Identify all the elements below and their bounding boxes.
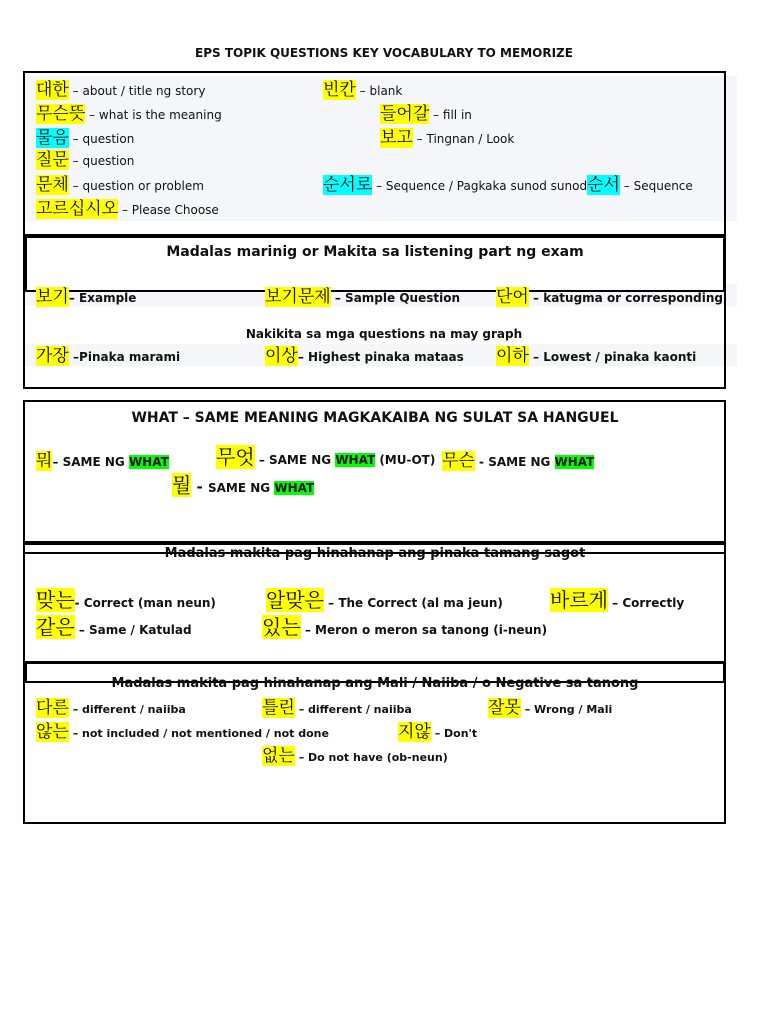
- definition: (MU-OT): [375, 453, 436, 467]
- korean-term: 순서: [587, 175, 620, 195]
- definition: SAME NG: [208, 481, 275, 495]
- definition: – question or problem: [68, 179, 204, 193]
- korean-term: 질문: [36, 150, 69, 170]
- vocab-row: [36, 346, 180, 366]
- korean-term: 보기: [36, 287, 69, 307]
- definition: - SAME NG: [474, 455, 555, 469]
- definition: – Highest pinaka mataas: [297, 350, 464, 364]
- vocab-row: [172, 474, 314, 496]
- korean-term: 단어: [496, 287, 529, 307]
- vocab-row: [36, 104, 222, 124]
- korean-term: 틀린: [262, 698, 295, 718]
- vocab-row: [262, 698, 412, 718]
- korean-term: 가장: [36, 346, 69, 366]
- korean-term: 다른: [36, 698, 69, 718]
- korean-term: 무슨: [442, 451, 475, 471]
- korean-term: 맞는: [36, 588, 75, 612]
- definition: – Wrong / Mali: [520, 703, 613, 716]
- definition: – Don't: [430, 727, 478, 740]
- vocab-row: [265, 287, 460, 307]
- korean-term: 이상: [265, 346, 298, 366]
- vocab-row: [380, 128, 514, 148]
- vocab-row: [323, 80, 402, 100]
- page-title: EPS TOPIK QUESTIONS KEY VOCABULARY TO MEMORIZE: [195, 46, 573, 60]
- vocab-row: [496, 346, 696, 366]
- definition: – blank: [355, 84, 403, 98]
- korean-term: 이하: [496, 346, 529, 366]
- definition: – SAME NG: [254, 453, 336, 467]
- korean-term: 물음: [36, 128, 69, 148]
- korean-term: 들어갈: [380, 104, 430, 124]
- korean-term: 순서로: [323, 175, 373, 195]
- section4-divider: [23, 552, 726, 554]
- what-highlight: WHAT: [335, 453, 376, 467]
- vocab-row: [36, 287, 136, 307]
- korean-term: 문체: [36, 175, 69, 195]
- definition: – Do not have (ob-neun): [294, 751, 448, 764]
- korean-term: 무엇: [216, 445, 255, 469]
- definition: – Please Choose: [118, 203, 219, 217]
- definition: – Example: [68, 291, 137, 305]
- definition: – Lowest / pinaka kaonti: [528, 350, 697, 364]
- definition: – fill in: [429, 108, 472, 122]
- korean-term: 보고: [380, 128, 413, 148]
- vocab-row: [265, 346, 464, 366]
- korean-term: 지않: [398, 722, 431, 742]
- korean-term: 잘못: [488, 698, 521, 718]
- vocab-row: [36, 199, 219, 219]
- definition: – The Correct (al ma jeun): [323, 596, 503, 610]
- definition: – Sequence: [619, 179, 693, 193]
- vocab-row: [266, 589, 503, 611]
- korean-term: 바르게: [550, 588, 608, 612]
- korean-term: 있는: [262, 615, 301, 639]
- definition: – SAME NG: [52, 455, 129, 469]
- vocab-row: [550, 589, 684, 611]
- definition: – Sequence / Pagkaka sunod sunod: [372, 179, 588, 193]
- definition: – katugma or corresponding: [528, 291, 723, 305]
- definition: – question: [68, 154, 135, 168]
- korean-term: 뭐: [36, 451, 53, 471]
- korean-term: 빈칸: [323, 80, 356, 100]
- korean-term: 고르십시오: [36, 199, 119, 219]
- definition: – Sample Question: [330, 291, 460, 305]
- vocab-row: [488, 698, 612, 718]
- korean-term: 같은: [36, 615, 75, 639]
- definition: – different / naiiba: [68, 703, 186, 716]
- korean-term: 대한: [36, 80, 69, 100]
- vocab-row: [380, 104, 472, 124]
- vocab-row: [36, 698, 186, 718]
- what-highlight: WHAT: [554, 455, 595, 469]
- korean-term: 없는: [262, 746, 295, 766]
- what-highlight: WHAT: [274, 481, 315, 495]
- vocab-row: [36, 80, 205, 100]
- definition: – Same / Katulad: [74, 623, 192, 637]
- definition: – Tingnan / Look: [412, 132, 515, 146]
- korean-term: 알맞은: [266, 588, 324, 612]
- vocab-row: [398, 722, 477, 742]
- korean-term: 뭘: [172, 473, 192, 497]
- vocab-row: [496, 287, 723, 307]
- korean-term: 보기문제: [265, 287, 331, 307]
- vocab-row: [323, 175, 693, 195]
- vocab-row: [36, 175, 204, 195]
- vocab-row: [36, 722, 329, 742]
- vocab-row: [442, 451, 594, 471]
- korean-term: 무슨뜻: [36, 104, 86, 124]
- vocab-row: [36, 589, 216, 611]
- vocab-row: [36, 451, 169, 471]
- vocab-row: [262, 616, 547, 638]
- dash: -: [191, 478, 208, 496]
- section5-header: Madalas makita pag hinahanap ang Mali / Naiiba / o Negative sa tanong: [111, 676, 639, 691]
- section3-header: WHAT – SAME MEANING MAGKAKAIBA NG SULAT SA HANGUEL: [131, 410, 619, 426]
- korean-term: 않는: [36, 722, 69, 742]
- definition: - Correct (man neun): [74, 596, 216, 610]
- definition: – about / title ng story: [68, 84, 206, 98]
- what-highlight: WHAT: [128, 455, 169, 469]
- definition: – different / naiiba: [294, 703, 412, 716]
- definition: – not included / not mentioned / not done: [68, 727, 329, 740]
- definition: – Correctly: [607, 596, 685, 610]
- section2-header: Madalas marinig or Makita sa listening part ng exam: [166, 244, 584, 260]
- definition: –Pinaka marami: [68, 350, 181, 364]
- section2-subheader: Nakikita sa mga questions na may graph: [245, 327, 523, 341]
- definition: – what is the meaning: [85, 108, 222, 122]
- vocab-row: [216, 446, 435, 468]
- definition: – question: [68, 132, 135, 146]
- vocab-row: [36, 616, 192, 638]
- definition: – Meron o meron sa tanong (i-neun): [300, 623, 548, 637]
- vocab-row: [36, 150, 134, 170]
- vocab-row: [36, 128, 134, 148]
- vocab-row: [262, 746, 448, 766]
